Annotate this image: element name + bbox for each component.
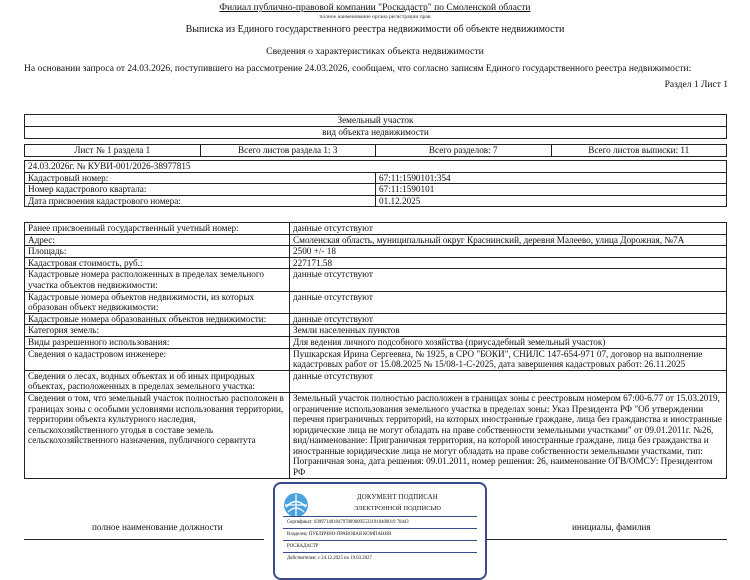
main-info-table: [24, 160, 727, 207]
row-label: Ранее присвоенный государственный учетный номер:: [25, 223, 290, 235]
stamp-divider: [283, 528, 477, 529]
row-label: Дата присвоения кадастрового номера:: [25, 195, 376, 207]
row-value: данные отсутствуют: [290, 269, 727, 291]
position-caption: полное наименование должности: [92, 522, 223, 532]
extract-id: 24.03.2026г. № КУВИ-001/2026-38977815: [25, 161, 727, 173]
sheet-number: Лист № 1 раздела 1: [25, 145, 201, 157]
stamp-divider: [283, 540, 477, 541]
electronic-signature-stamp: [273, 482, 487, 580]
stamp-divider: [283, 516, 477, 517]
stamp-owner-2: РОСКАДАСТР: [287, 544, 319, 549]
table-row: [25, 172, 727, 184]
table-row: [25, 257, 727, 269]
row-value: данные отсутствуют: [290, 370, 727, 392]
row-value: данные отсутствуют: [290, 313, 727, 325]
table-row: [25, 313, 727, 325]
stamp-valid: Действителен: с 24.12.2025 по 19.03.2027: [287, 556, 372, 561]
row-value: 2500 +/- 18: [290, 246, 727, 258]
document-title: Выписка из Единого государственного реестра недвижимости об объекте недвижимости: [185, 24, 565, 35]
total-sections: Всего разделов: 7: [376, 145, 552, 157]
row-value: Земельный участок полностью расположен в границах зоны с реестровым номером 67:00-6.77 от 15.03.2019, ограничение использования земельного участка в пределах зоны: Указ Президента РФ "Об утверждении перечня приграничных территорий, на которых иностранные граждане, лица без гражданства и иностранные юридические лица не могут обладать на праве собственности земельными участками" от 09.01.2011г. №26, вид/наименование: Приграничная территория, на которой иностранные граждане, лица без гражданства и иностранные юридические лица не могут обладать на праве собственности земельными участками, тип: Пограничная зона, дата решения: 09.01.2011, номер решения: 26, наименование ОГВ/ОМСУ: Президентом РФ: [290, 392, 727, 478]
table-row: [25, 325, 727, 337]
table-row: [25, 234, 727, 246]
object-type-value: Земельный участок: [25, 115, 727, 127]
stamp-divider: [283, 552, 477, 553]
row-label: Площадь:: [25, 246, 290, 258]
table-row: [25, 195, 727, 207]
total-sheets-extract: Всего листов выписки: 11: [551, 145, 727, 157]
row-label: Сведения о лесах, водных объектах и об иных природных объектах, расположенных в пределах земельного участка:: [25, 370, 290, 392]
name-line: [485, 539, 727, 540]
table-row: [25, 223, 727, 235]
table-row: [25, 184, 727, 196]
sheets-table: [24, 144, 727, 157]
emblem-icon: [283, 492, 309, 518]
table-row: [25, 336, 727, 348]
object-type-table: [24, 114, 727, 139]
document-subtitle: Сведения о характеристиках объекта недвижимости: [266, 46, 484, 57]
stamp-certificate: Сертификат: 0399714018479780900055331910400019 78443: [287, 520, 409, 525]
row-value: 67:11:1590101:354: [376, 172, 727, 184]
row-value: данные отсутствуют: [290, 291, 727, 313]
row-value: 227171.58: [290, 257, 727, 269]
table-row: [25, 291, 727, 313]
object-type-caption: вид объекта недвижимости: [25, 127, 727, 139]
row-value: данные отсутствуют: [290, 223, 727, 235]
row-label: Кадастровые номера образованных объектов недвижимости:: [25, 313, 290, 325]
row-value: Земли населенных пунктов: [290, 325, 727, 337]
row-value: Для ведения личного подсобного хозяйства (приусадебный земельный участок): [290, 336, 727, 348]
stamp-subtitle: ЭЛЕКТРОННОЙ ПОДПИСЬЮ: [354, 505, 441, 512]
details-table: [24, 222, 727, 479]
row-label: Кадастровые номера объектов недвижимости, из которых образован объект недвижимости:: [25, 291, 290, 313]
section-sheet: Раздел 1 Лист 1: [664, 80, 728, 90]
row-label: Сведения о кадастровом инженере:: [25, 348, 290, 370]
organization-name: Филиал публично-правовой компании "Роскадастр" по Смоленской области: [219, 2, 531, 13]
row-label: Кадастровый номер:: [25, 172, 376, 184]
row-label: Кадастровые номера расположенных в пределах земельного участка объектов недвижимости:: [25, 269, 290, 291]
table-row: [25, 246, 727, 258]
stamp-title: ДОКУМЕНТ ПОДПИСАН: [356, 494, 439, 501]
row-value: 67:11:1590101: [376, 184, 727, 196]
basis-text: На основании запроса от 24.03.2026, поступившего на рассмотрение 24.03.2026, сообщаем, что согласно записям Единого государственного реестра недвижимости:: [24, 64, 692, 74]
row-label: Кадастровая стоимость, руб.:: [25, 257, 290, 269]
total-sheets-section: Всего листов раздела 1: 3: [200, 145, 376, 157]
table-row: [25, 269, 727, 291]
row-label: Виды разрешенного использования:: [25, 336, 290, 348]
row-value: Пушкарская Ирина Сергеевна, № 1925, в СРО "БОКИ", СНИЛС 147-654-971 07, договор на выполнение кадастровых работ от 15.08.2025 № 15/08-1-С-2025, дата завершения кадастровых работ: 26.11.2025: [290, 348, 727, 370]
position-line: [24, 539, 264, 540]
row-label: Категория земель:: [25, 325, 290, 337]
row-value: Смоленская область, муниципальный округ Краснинский, деревня Малеево, улица Дорожная, №7А: [290, 234, 727, 246]
table-row: [25, 348, 727, 370]
organization-caption: полное наименование органа регистрации прав: [319, 14, 431, 20]
row-label: Сведения о том, что земельный участок полностью расположен в границах зоны с особыми условиями использования территории, территории объекта культурного наследия, сельскохозяйственного угодья в составе земель сельскохозяйственного назначения, публичного сервитута: [25, 392, 290, 478]
row-value: 01.12.2025: [376, 195, 727, 207]
table-row: [25, 392, 727, 478]
table-row: [25, 370, 727, 392]
row-label: Адрес:: [25, 234, 290, 246]
row-label: Номер кадастрового квартала:: [25, 184, 376, 196]
name-caption: инициалы, фамилия: [572, 522, 651, 532]
stamp-owner: Владелец: ПУБЛИЧНО-ПРАВОВАЯ КОМПАНИЯ: [287, 532, 392, 537]
